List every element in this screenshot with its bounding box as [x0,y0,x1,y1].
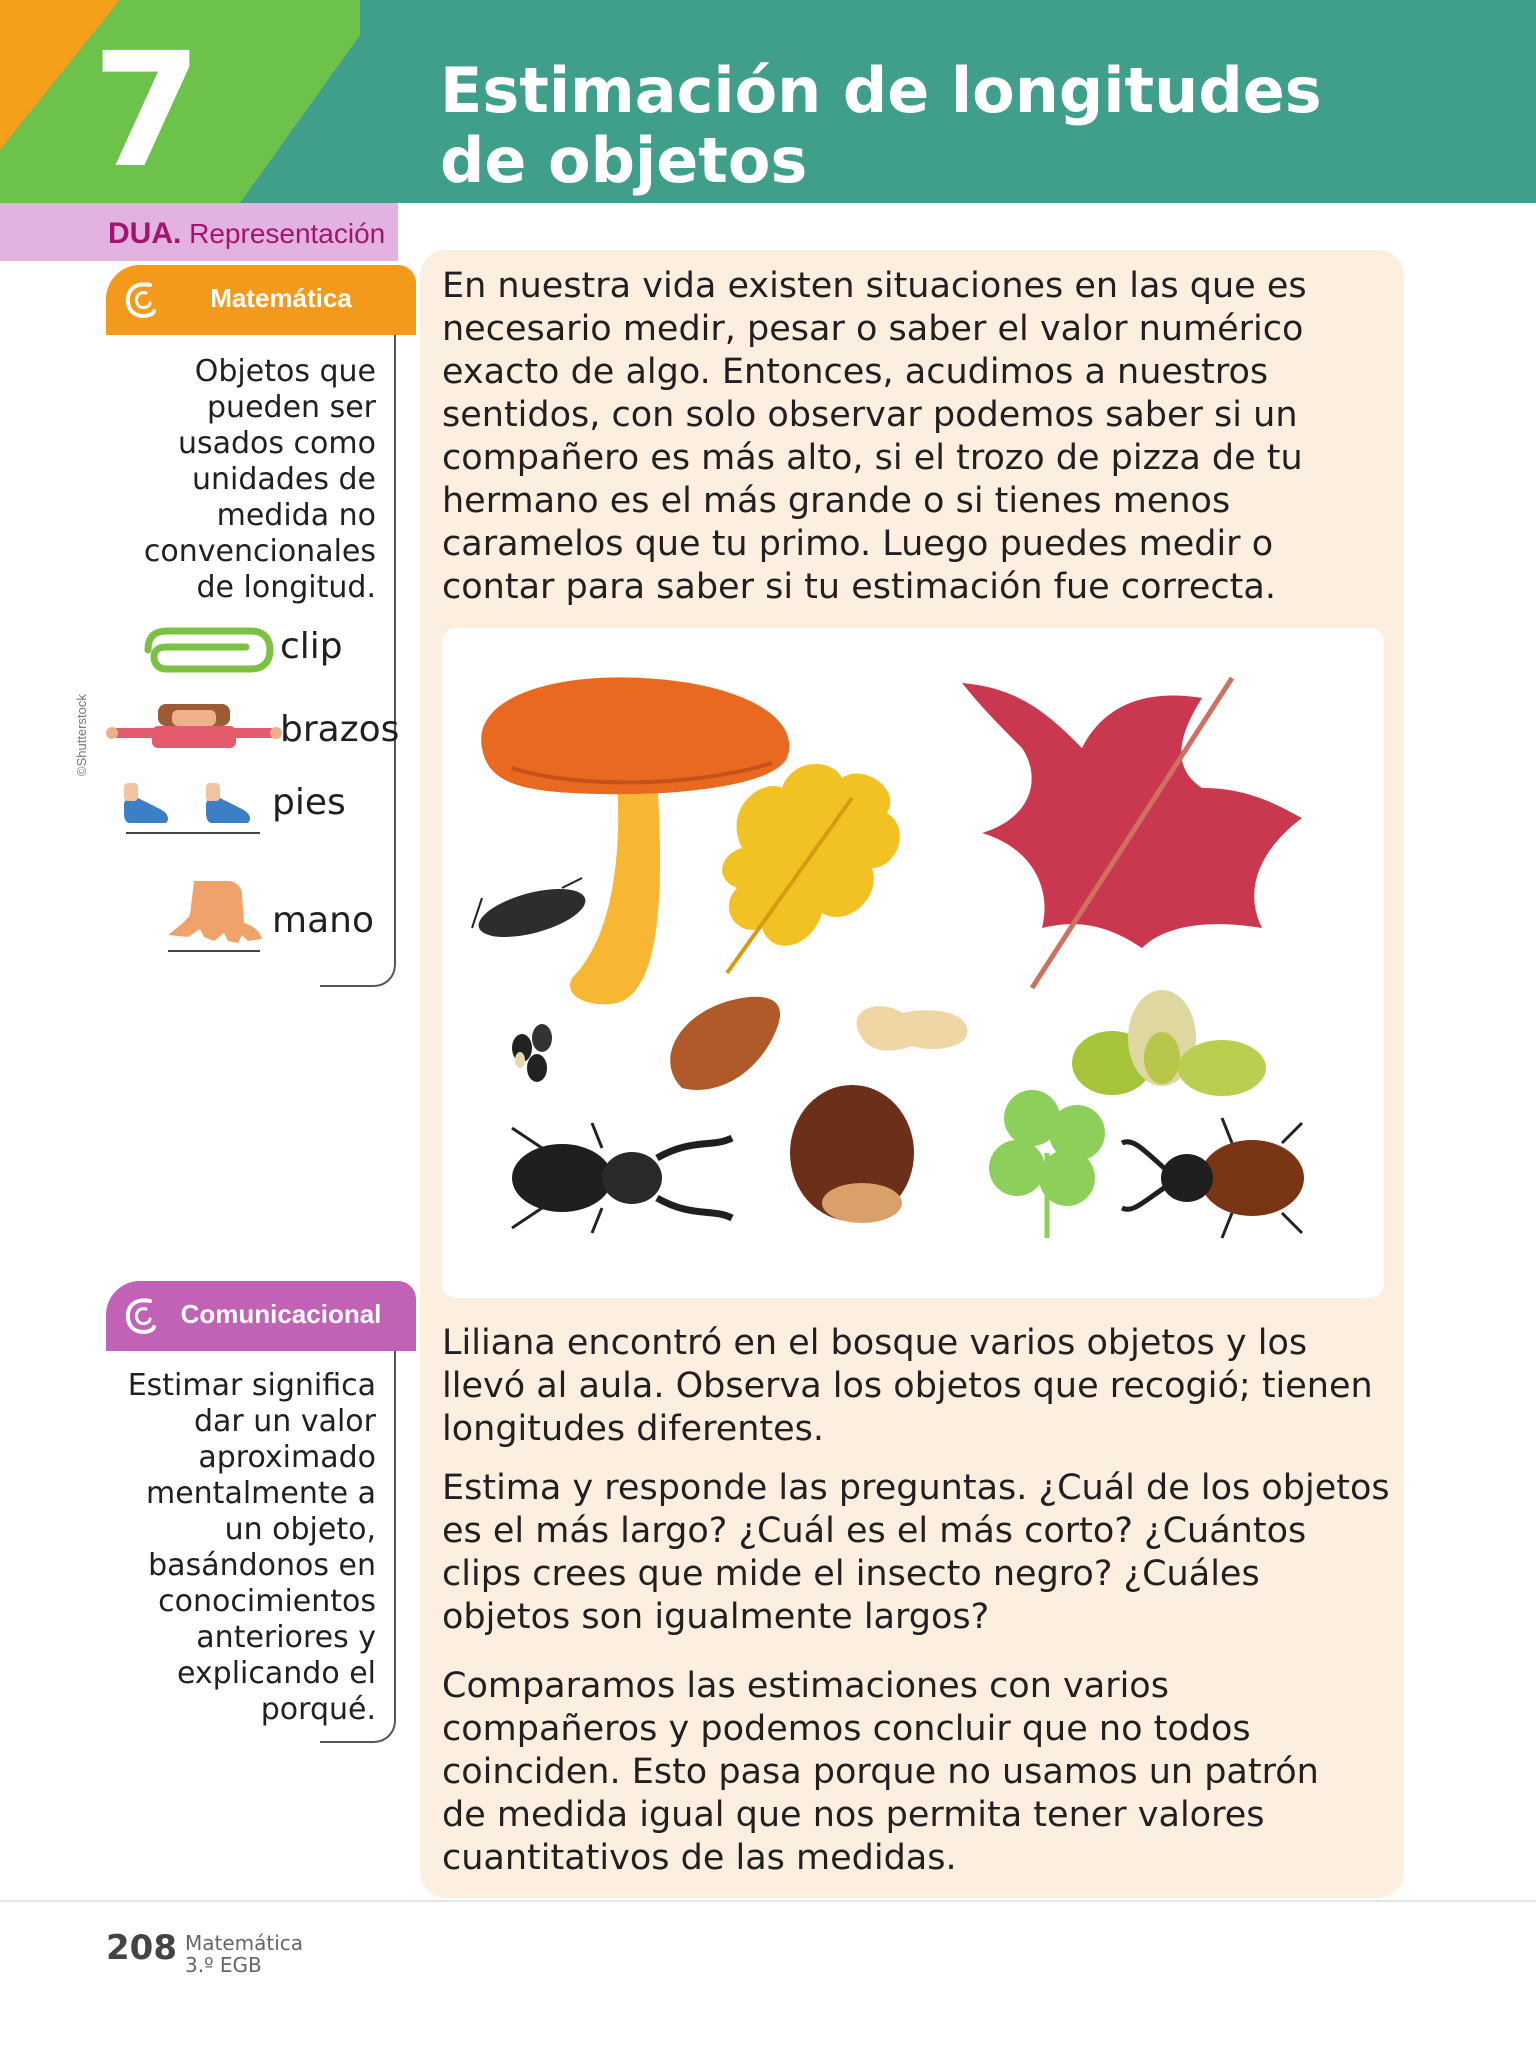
text-line: Comparamos las estimaciones con varios [442,1666,1169,1706]
sidebar-text-line: un objeto, [224,1512,376,1547]
sidebar-text-line: unidades de [192,462,376,497]
clover-icon [989,1090,1105,1238]
footer-divider [0,1900,1536,1902]
peanut-icon [857,1006,968,1050]
sidebar-text-line: dar un valor [193,1404,376,1439]
sidebar-text-line: mentalmente a [145,1476,376,1511]
text-line: compañeros y podemos concluir que no todos [442,1709,1251,1749]
page-title [440,56,1322,196]
unit-clip-label: clip [280,626,343,667]
text-line: llevó al aula. Observa los objetos que recogió; tienen [442,1366,1373,1406]
sidebar-math-text [144,354,376,606]
intro-paragraph [442,265,1402,609]
hand-icon [164,875,270,957]
text-line: necesario medir, pesar o saber el valor numérico [442,309,1304,349]
dua-prefix: DUA. [108,217,182,250]
sidebar-text-line: de longitud. [196,570,376,605]
unit-mano-label: mano [272,900,374,941]
dua-label: Representación [189,218,386,249]
sidebar-text-line: usados como [177,426,376,461]
seeds-icon [512,1024,552,1082]
lesson-number: 7 [92,19,202,203]
text-line: Estima y responde las preguntas. ¿Cuál de los objetos [442,1468,1390,1508]
feet-icon [120,775,270,837]
sidebar-text-line: basándonos en [148,1548,376,1583]
text-line: objetos son igualmente largos? [442,1597,990,1637]
almond-icon [670,997,780,1090]
page-title-line: de objetos [440,124,808,197]
sidebar-text-line: medida no [216,498,376,533]
image-credit: ©Shutterstock [74,694,89,776]
beetle-icon [472,878,590,947]
tab-matematica-label: Matemática [210,283,352,313]
sidebar-comm-text [128,1368,376,1728]
sidebar-text-line: porqué. [260,1692,376,1727]
oak-leaf-icon [722,764,900,973]
text-line: En nuestra vida existen situaciones en las que es [442,266,1307,306]
stag-beetle-icon [512,1123,732,1233]
liliana-paragraph [442,1322,1402,1451]
sidebar-text-line: aproximado [198,1440,376,1475]
page-number: 208 [106,1928,177,1968]
sidebar-text-line: pueden ser [207,390,376,425]
text-line: es el más largo? ¿Cuál es el más corto? ¿Cuántos [442,1511,1307,1551]
footer-grade: 3.º EGB [185,1953,262,1977]
sidebar-text-line: Estimar significa [127,1368,376,1403]
text-line: Liliana encontró en el bosque varios objetos y los [442,1323,1308,1363]
sidebar-text-line: conocimientos [158,1584,376,1619]
text-line: coinciden. Esto pasa porque no usamos un patrón [442,1752,1319,1792]
text-line: exacto de algo. Entonces, acudimos a nuestros [442,352,1269,392]
text-line: hermano es el más grande o si tienes menos [442,481,1231,521]
forest-objects-illustration [442,628,1384,1298]
page-title-line: Estimación de longitudes [440,54,1322,127]
forest-objects-drawing [442,628,1384,1298]
text-line: compañero es más alto, si el trozo de pizza de tu [442,438,1303,478]
text-line: contar para saber si tu estimación fue correcta. [442,567,1276,607]
text-line: cuantitativos de las medidas. [442,1838,957,1878]
tab-comunicacional-label: Comunicacional [180,1299,382,1329]
tab-matematica [106,265,416,335]
footer-subject [185,1932,303,1976]
sidebar-text-line: convencionales [143,534,376,569]
unit-brazos-label: brazos [280,709,400,750]
conclusion-paragraph [442,1665,1402,1880]
text-line: de medida igual que nos permita tener valores [442,1795,1265,1835]
maple-leaf-icon [962,678,1302,988]
arms-icon [106,700,282,750]
sidebar-text-line: Objetos que [194,354,376,389]
questions-paragraph [442,1467,1402,1639]
paperclip-icon [136,625,276,675]
text-line: caramelos que tu primo. Luego puedes medir o [442,524,1274,564]
tab-comunicacional [106,1281,416,1351]
sidebar-text-line: anteriores y [196,1620,376,1655]
text-line: clips crees que mide el insecto negro? ¿Cuáles [442,1554,1260,1594]
rhino-beetle-icon [1122,1118,1304,1238]
text-line: longitudes diferentes. [442,1409,825,1449]
dua-strip [0,203,398,261]
footer-subject-name: Matemática [185,1931,304,1955]
sidebar-text-line: explicando el [176,1656,376,1691]
hazelnut-icon [790,1085,914,1223]
pistachio-icon [1072,990,1266,1096]
text-line: sentidos, con solo observar podemos saber si un [442,395,1298,435]
unit-pies-label: pies [272,782,346,823]
